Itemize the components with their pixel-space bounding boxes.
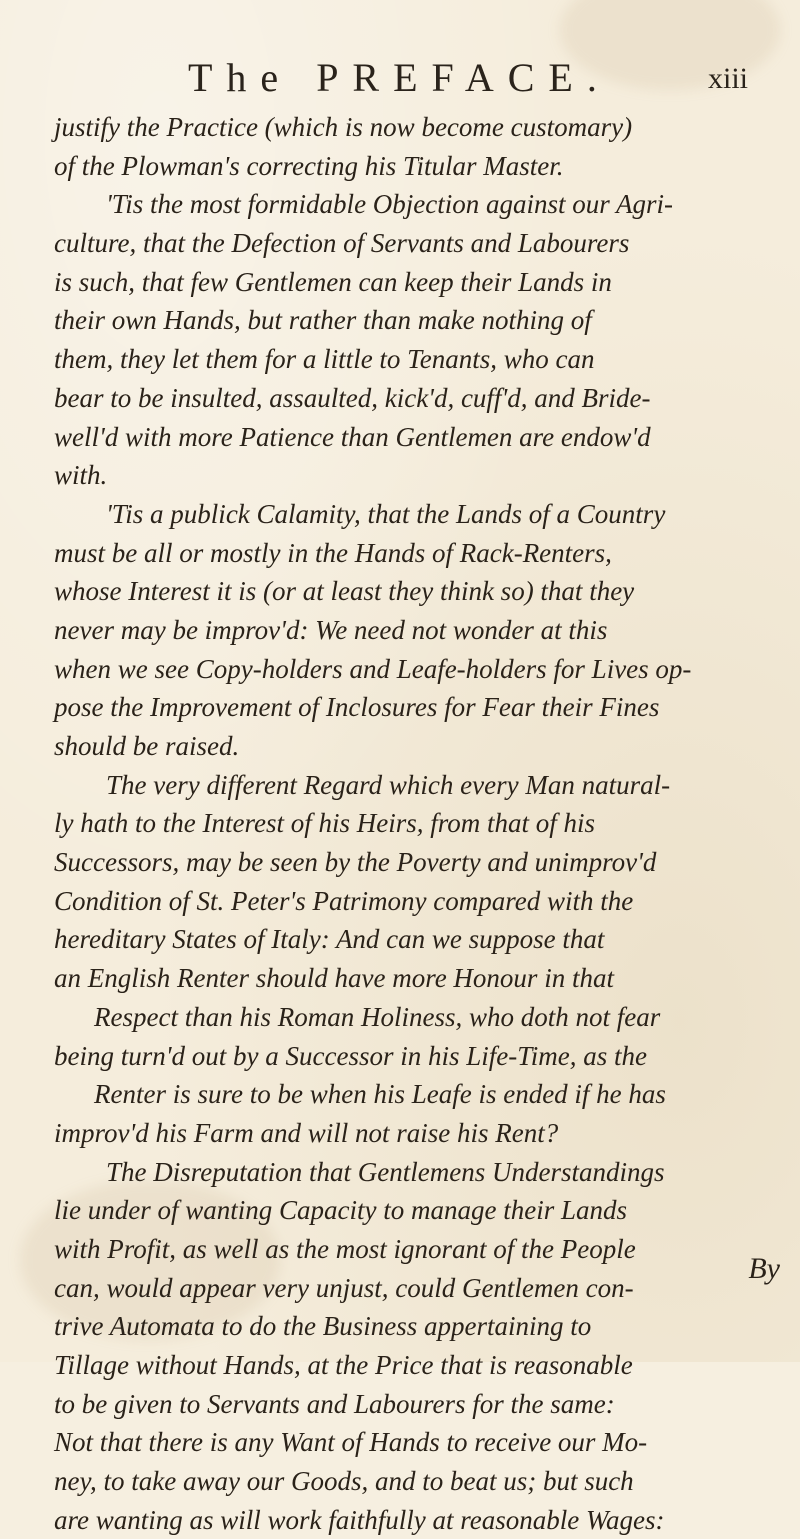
text-line: must be all or mostly in the Hands of Rack-Renters, (54, 537, 612, 568)
text-line: when we see Copy-holders and Leafe-holders for Lives op- (54, 653, 692, 684)
text-line: Condition of St. Peter's Patrimony compared with the (54, 885, 634, 916)
text-line: with Profit, as well as the most ignorant of the People (54, 1233, 636, 1264)
catchword: By (748, 1252, 780, 1285)
text-line: hereditary States of Italy: And can we suppose that (54, 924, 605, 955)
text-line: ney, to take away our Goods, and to beat us; but such (54, 1466, 634, 1497)
text-line: Not that there is any Want of Hands to receive our Mo- (54, 1427, 648, 1458)
text-line: them, they let them for a little to Tenants, who can (54, 344, 595, 375)
text-line: ly hath to the Interest of his Heirs, from that of his (54, 808, 595, 839)
page-number: xiii (707, 62, 748, 95)
text-line: 'Tis a publick Calamity, that the Lands of a Country (106, 498, 666, 529)
text-line: should be raised. (54, 731, 240, 761)
text-line: to be given to Servants and Labourers for the same: (54, 1388, 615, 1419)
text-line: are wanting as will work faithfully at reasonable Wages: (54, 1504, 665, 1535)
text-line: an English Renter should have more Honour in that (54, 963, 614, 994)
text-line: bear to be insulted, assaulted, kick'd, cuff'd, and Bride- (54, 382, 651, 413)
text-line: whose Interest it is (or at least they think so) that they (54, 576, 635, 607)
body-text (54, 108, 764, 1539)
text-line: trive Automata to do the Business appertaining to (54, 1311, 592, 1342)
text-line: with. (54, 460, 108, 491)
text-line: improv'd his Farm and will not raise his Rent? (54, 1117, 559, 1148)
running-head (188, 54, 748, 102)
text-line: 'Tis the most formidable Objection against our Agri- (106, 189, 674, 220)
text-line: culture, that the Defection of Servants and Labourers (54, 228, 630, 259)
text-line: Tillage without Hands, at the Price that is reasonable (54, 1350, 633, 1380)
running-title: The PREFACE. (188, 55, 611, 100)
text-line: Renter is sure to be when his Leafe is ended if he has (94, 1079, 666, 1110)
text-line: justify the Practice (which is now become customary) (54, 112, 633, 142)
text-line: can, would appear very unjust, could Gentlemen con- (54, 1272, 634, 1303)
text-line: pose the Improvement of Inclosures for Fear their Fines (54, 692, 660, 723)
text-line: Successors, may be seen by the Poverty and unimprov'd (54, 847, 657, 878)
text-line: of the Plowman's correcting his Titular Master. (54, 150, 564, 181)
text-line: lie under of wanting Capacity to manage their Lands (54, 1195, 627, 1226)
text-line: The very different Regard which every Man natural- (106, 769, 671, 800)
text-line: never may be improv'd: We need not wonder at this (54, 614, 608, 645)
text-line: is such, that few Gentlemen can keep their Lands in (54, 266, 612, 297)
text-line: their own Hands, but rather than make nothing of (54, 305, 592, 336)
text-line: being turn'd out by a Successor in his Life-Time, as the (54, 1040, 647, 1071)
text-line: well'd with more Patience than Gentlemen are endow'd (54, 421, 651, 452)
text-line: Respect than his Roman Holiness, who doth not fear (94, 1001, 661, 1032)
text-line: The Disreputation that Gentlemens Understandings (106, 1156, 665, 1187)
